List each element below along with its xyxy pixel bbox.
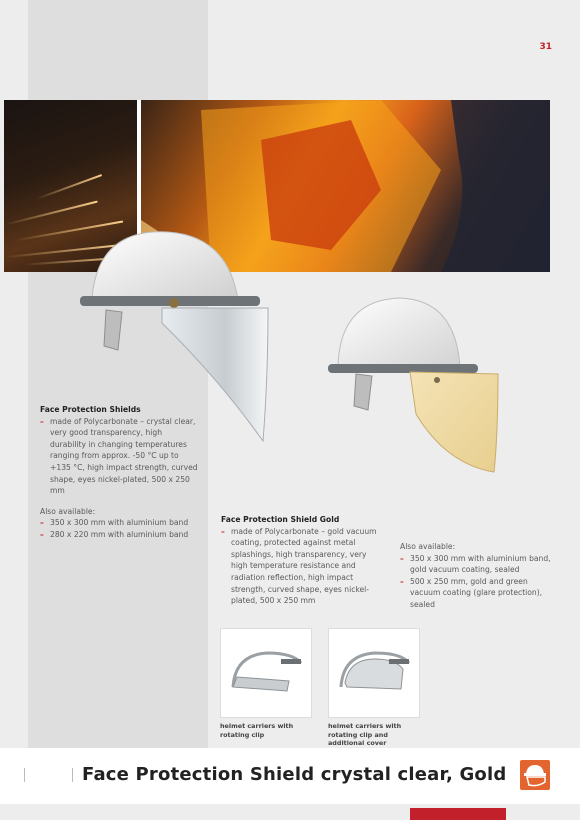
face-shield-icon (520, 760, 550, 790)
clear-shield-also-item: – 350 x 300 mm with aluminium band (40, 517, 200, 529)
footer-title: Face Protection Shield crystal clear, Gold (82, 764, 507, 785)
clear-shield-feature: – made of Polycarbonate – crystal clear, very good transparency, high durability in changing temperatures ranging from approx. -50 °C up to +135 °C, high impact strength, curved shape, eyes nickel-plated, 500 x 250 mm (40, 416, 200, 497)
page-number: 31 (539, 42, 552, 52)
carrier-rotating-clip-image (220, 628, 312, 718)
carrier-with-cover-image (328, 628, 420, 718)
accent-bar (410, 808, 506, 820)
clear-shield-also-label: Also available: (40, 506, 96, 516)
gold-shield-also-item: – 350 x 300 mm with aluminium band, gold vacuum coating, sealed (400, 553, 560, 576)
clear-shield-also-item: – 280 x 220 mm with aluminium band (40, 529, 200, 541)
gold-shield-also-label: Also available: (400, 542, 456, 551)
gold-shield-heading: Face Protection Shield Gold (221, 515, 340, 524)
footer-divider (24, 768, 25, 782)
clear-shield-heading: Face Protection Shields (40, 405, 141, 414)
carrier-caption-2: helmet carriers with rotating clip and additional cover (328, 722, 402, 748)
helmet-gold-shield-image (326, 294, 516, 474)
gold-shield-description (221, 514, 381, 607)
gold-shield-feature: – made of Polycarbonate – gold vacuum coating, protected against metal splashings, high transparency, very high temperature resistance and radiation reflection, high impact strength, curved shape, eyes nickel-plated, 500 x 250 mm (221, 526, 381, 607)
carrier-caption-1: helmet carriers with rotating clip (220, 722, 294, 739)
gold-shield-also-available (400, 541, 560, 611)
gold-shield-also-item: – 500 x 250 mm, gold and green vacuum coating (glare protection), sealed (400, 576, 560, 611)
clear-shield-description (40, 404, 200, 541)
footer-divider (72, 768, 73, 782)
